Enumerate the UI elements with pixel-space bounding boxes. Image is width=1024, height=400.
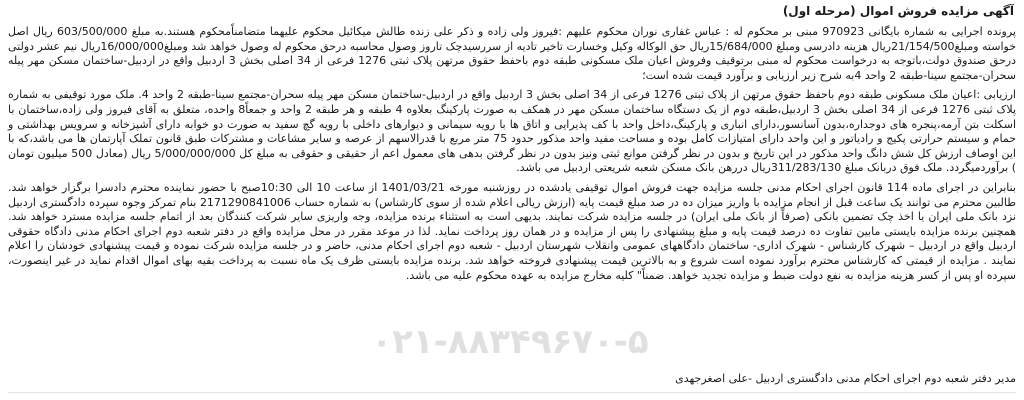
notice-paragraph-auction-terms: بنابراین در اجرای ماده 114 قانون اجرای احکام مدنی جلسه مزایده جهت فروش اموال توقیفی یادشده در روزشنبه مورخه 1401/03/21 از ساعت 10 الی 10:30صبح با حضور نماینده محترم دادسرا برگزار خواهد شد. طالبین محترم می توانند یک ساعت قبل از انجام مزایده با واریز میزان ده در صد مبلغ قیمت پایه (ارزش ریالی اعلام شده از سوی کارشناس) به شماره حساب 2171290841006 بنام تمرکز وجوه سپرده دادگستری اردبیل نزد بانک ملی ایران یا اخذ چک تضمین بانکی (صرفاً از بانک ملی ایران) در جلسه مزایده شرکت نمایند. بدیهی است به استثناء برنده مزایده، وجه واریزی سایر شرکت کنندگان بعد از اتمام جلسه مزایده مسترد خواهد شد. همچنین برنده مزایده بایستی مابین تفاوت ده درصد قیمت پایه و مبلغ پیشنهادی را پس از مزایده و در همان روز پرداخت نماید. لذا در موعد مقرر در محل مزایده واقع در دفتر شعبه دوم اجرای احکام مدنی دادگاه حقوقی اردبیل واقع در اردبیل – شهرک کارشناس - شهرک اداری- ساختمان دادگاههای عمومی وانقلاب شهرستان اردبیل - شعبه دوم اجرای احکام مدنی، حاضر و در جلسه مزایده شرکت نموده و قیمت پیشنهادی خودشان را اعلام نمایند . مزایده از قیمتی که کارشناس محترم برآورد نموده است شروع و به بالاترین قیمت پیشنهادی فروخته خواهد شد. برنده مزایده بایستی ظرف یک ماه نسبت به پرداخت بقیه بهای اموال اقدام نماید در غیر اینصورت، سپرده او پس از کسر هزینه مزایده به نفع دولت ضبط و مزایده تجدید خواهد. ضمناً" کلیه مخارج مزایده به عهده محکوم علیه می باشد. — [8, 180, 1016, 282]
notice-title: آگهی مزایده فروش اموال (مرحله اول) — [782, 4, 1014, 18]
notice-body — [8, 3, 1016, 283]
notice-paragraph-appraisal: ارزیابی :اعیان ملک مسکونی طبقه دوم باحفظ حقوق مرتهن از پلاک ثبتی 1276 فرعی از 34 اصلی بخش 3 اردبیل واقع در اردبیل-ساختمان مسکن مهر پیله سحران-مجتمع سینا-طبقه 2 واحد 4. ملک مورد توقیفی به شماره پلاک ثبتی 1276 فرعی از 34 اصلی بخش 3 اردبیل،طبقه دوم از یک دستگاه ساختمان مسکن مهر در همکف به صورت پارکینگ بعلاوه 4 طبقه و هر طبقه 2 واحد و جمعاً8 واحده، متعلق به آقای فیروز ولی زاده،ساختمان با اسکلت بتن آرمه،پنجره های دوجداره،بدون آسانسور،دارای انباری و پارکینگ،داخل واحد با کف پذیرایی و اتاق ها با رویه سیمانی و دیوارهای داخلی با رویه گچ سفید به صورت دو خوابه دارای آشپزخانه و سرویس بهداشتی و حمام و سیستم حرارتی پکیج و رادیاتور و این واحد دارای امتیازات کامل بوده و مساحت مفید واحد مذکور حدود 75 متر مربع با قدرالاسهم از عرصه و سایر مشاعات و مشترکات طبق قانون تملک آپارتمان ها می باشد،که با این اوصاف ارزش کل شش دانگ واحد مذکور در این تاریخ و بدون در نظر گرفتن موانع ثبتی ونیز بدون در نظر گرفتن بدهی های معمول اعم از حقیقی و حقوقی به مبلغ کل 5/000/000/000 ریال (معادل 500 میلیون تومان ) برآوردمیگردد. ملک فوق دربانک مبلغ 311/283/130ریال دررهن بانک مسکن شعبه شریعتی اردبیل می باشد. — [8, 88, 1017, 175]
phone-watermark: ۰۲۱-۸۸۳۴۹۶۷۰-۵ — [371, 322, 649, 362]
notice-signature: مدیر دفتر شعبه دوم اجرای احکام مدنی دادگستری اردبیل -علی اصغرجهدی — [675, 372, 1016, 385]
notice-paragraph-case: پرونده اجرایی به شماره بایگانی 970923 مبنی بر محکوم له : عباس غفاری نوران محکوم علیهم :فیروز ولی زاده و ذکر علی زنده طالش میکائیل محکوم علیهما متضامناًمحکوم هستند.به مبلغ 603/500/000 ریال اصل خواسته ومبلغ21/154/500ریال هزینه دادرسی ومبلغ 15/684/000ریال حق الوکاله وکیل وخسارت تاخیر تادیه از سررسیدچک تاروز وصول محاسبه درحق محکوم له وصول خواهد شد ومبلغ16/000/000ریال نیم عشر دولتی درحق صندوق دولت،باتوجه به درخواست محکوم له مبنی برتوقیف وفروش اعیان ملک مسکونی طبقه دوم باحفظ حقوق مرتهن پلاک ثبتی 1276 فرعی از 34 اصلی بخش 3 اردبیل واقع در اردبیل-ساختمان مسکن مهر پیله سحران-مجتمع سینا-طبقه 2 واحد 4به شرح زیر ارزیابی و برآورد قیمت شده است؛ — [8, 25, 1017, 82]
bottom-divider — [8, 392, 1016, 393]
